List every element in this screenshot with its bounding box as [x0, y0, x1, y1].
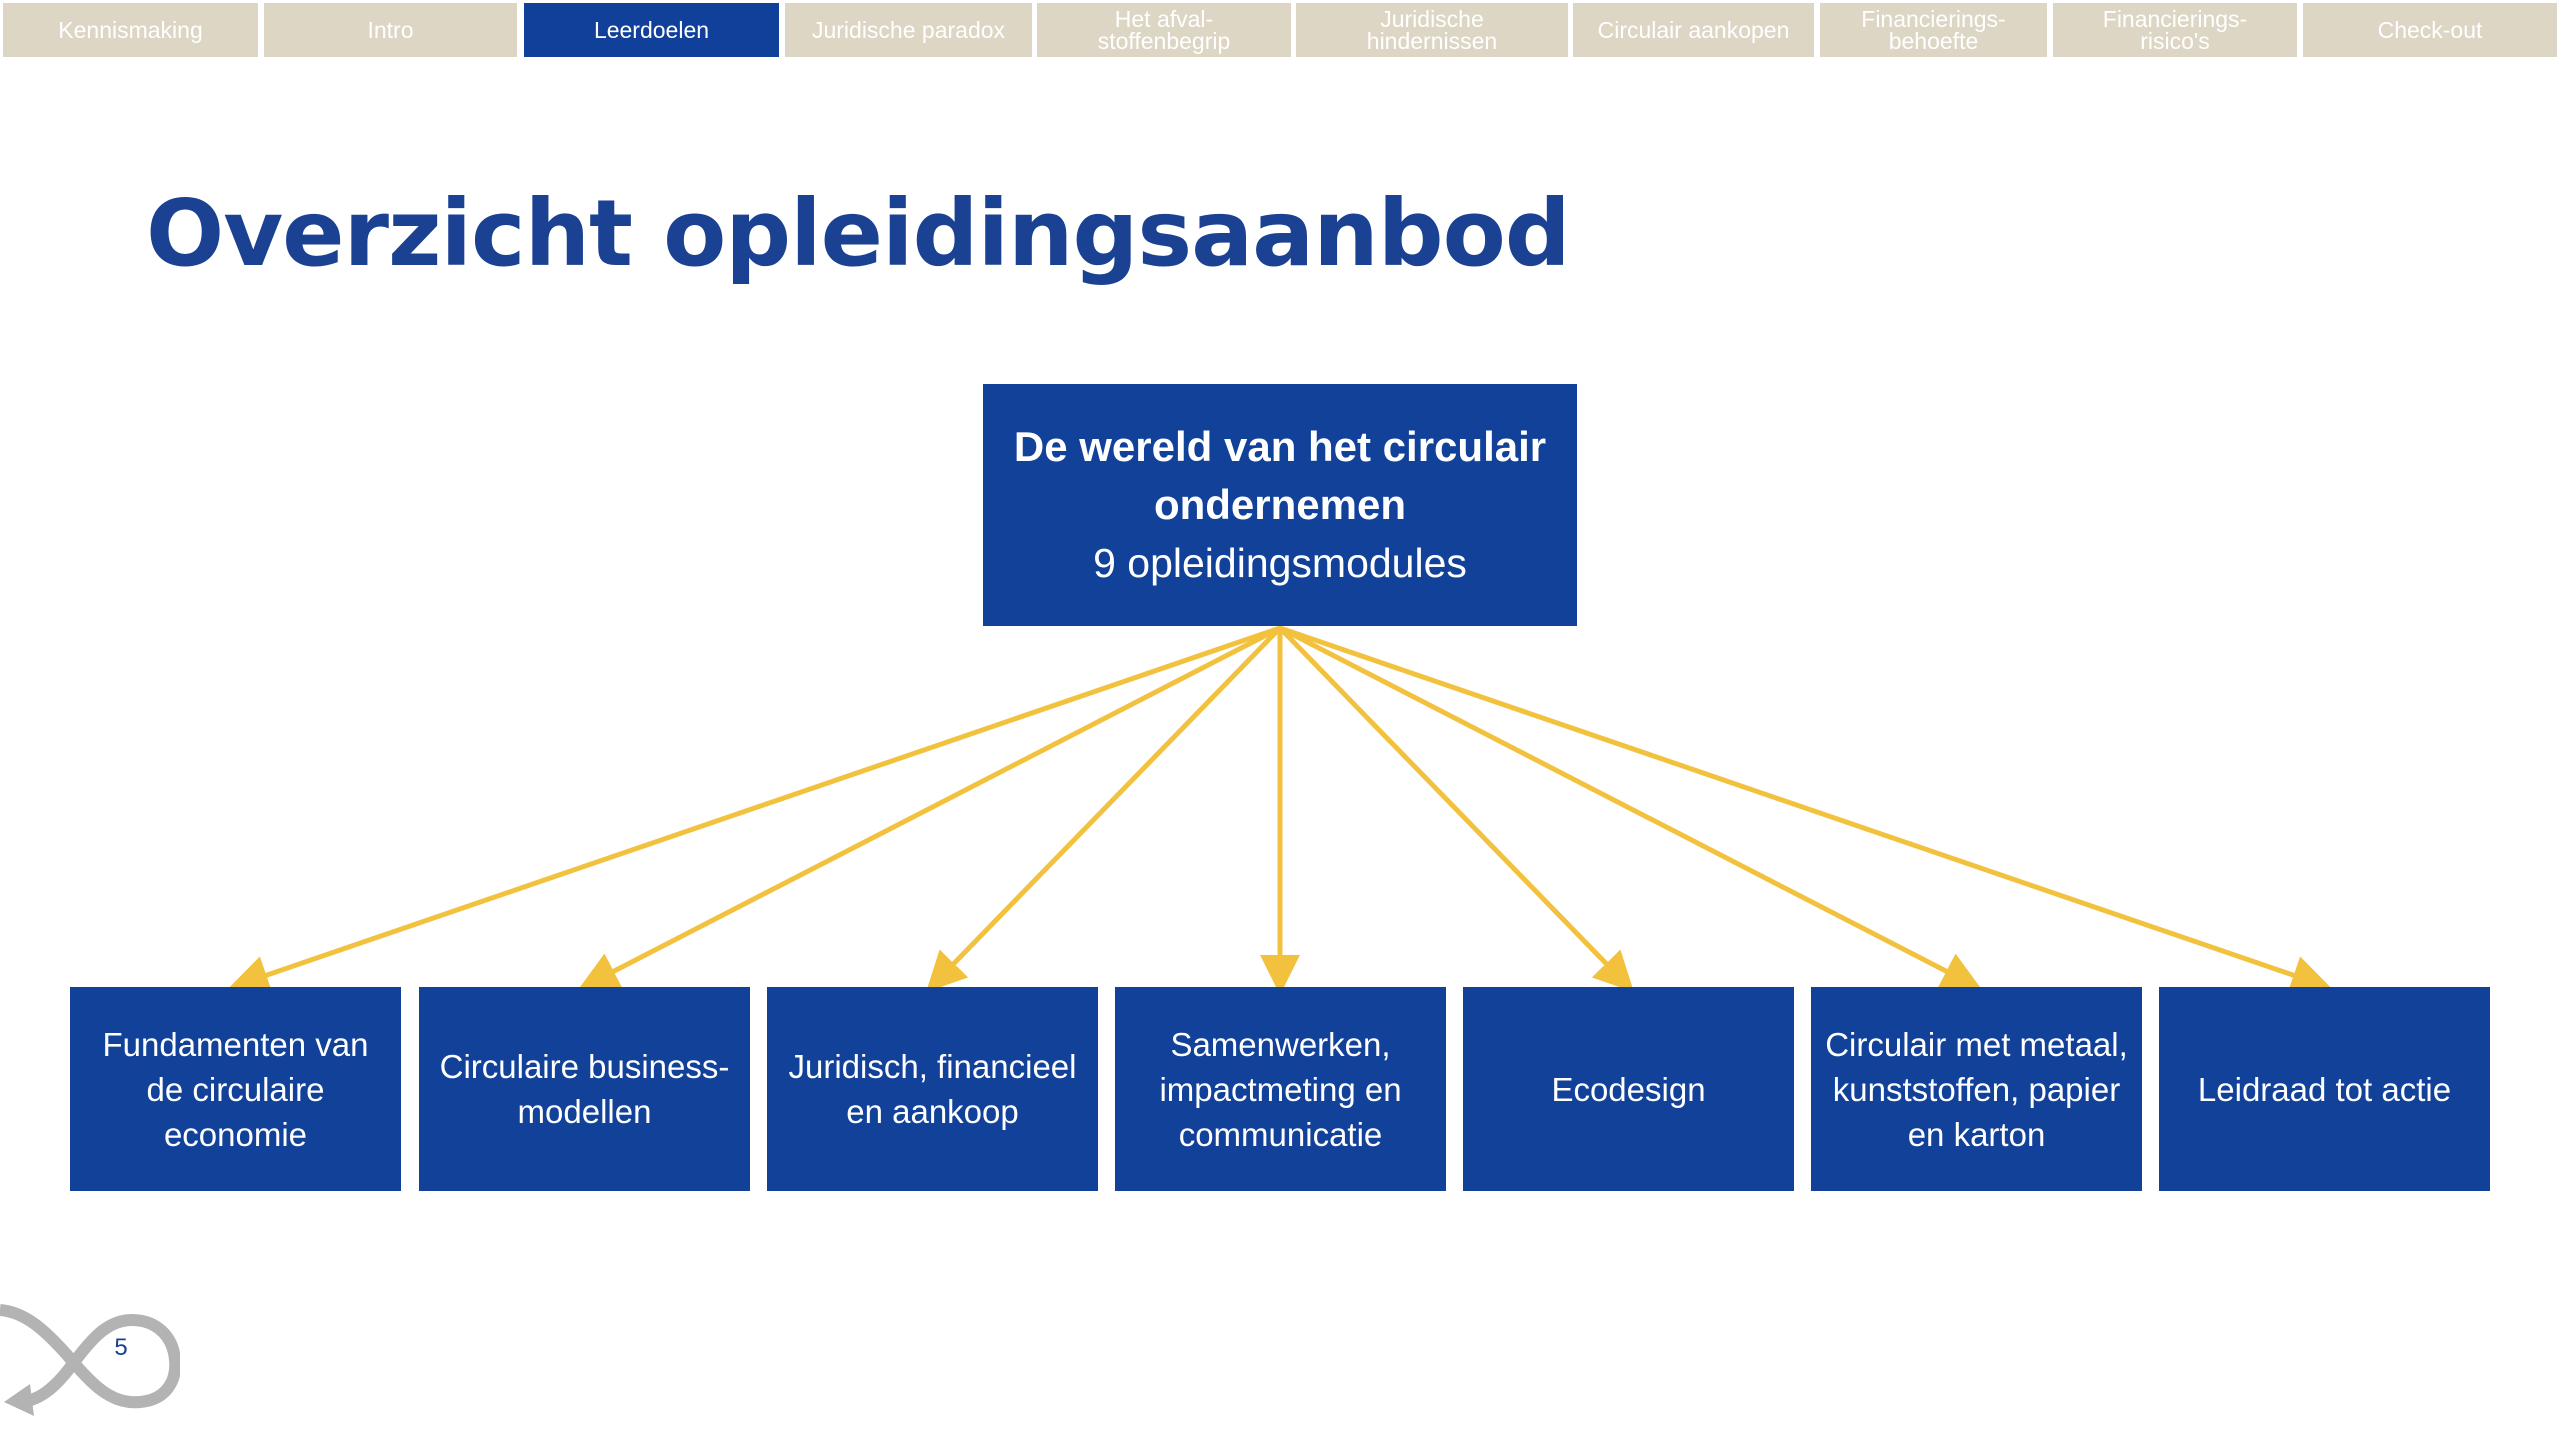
tab-leerdoelen[interactable]: Leerdoelen	[524, 3, 779, 57]
circular-logo-icon	[0, 1290, 180, 1420]
module-ecodesign: Ecodesign	[1463, 987, 1794, 1191]
module-leidraad: Leidraad tot actie	[2159, 987, 2490, 1191]
arrow-to-module-7	[1280, 628, 2322, 985]
tab-financieringsrisicos[interactable]: Financierings- risico's	[2053, 3, 2297, 57]
tab-intro[interactable]: Intro	[264, 3, 517, 57]
tab-check-out[interactable]: Check-out	[2303, 3, 2557, 57]
module-fundamenten: Fundamenten van de circulaire economie	[70, 987, 401, 1191]
module-samenwerken: Samenwerken, impactmeting en communicatie	[1115, 987, 1446, 1191]
module-business-modellen: Circulaire business-modellen	[419, 987, 750, 1191]
arrow-to-module-3	[933, 628, 1280, 985]
root-program-title: De wereld van het circulair ondernemen	[1013, 423, 1547, 528]
root-program-box	[983, 384, 1577, 626]
tab-financieringsbehoefte[interactable]: Financierings- behoefte	[1820, 3, 2047, 57]
arrow-to-module-6	[1280, 628, 1973, 985]
module-juridisch-financieel: Juridisch, financieel en aankoop	[767, 987, 1098, 1191]
tab-kennismaking[interactable]: Kennismaking	[3, 3, 258, 57]
root-program-subtitle: 9 opleidingsmodules	[1093, 540, 1467, 586]
arrow-to-module-1	[238, 628, 1280, 985]
page-number: 5	[114, 1334, 128, 1361]
tab-circulair-aankopen[interactable]: Circulair aankopen	[1573, 3, 1814, 57]
tab-juridische-hindernissen[interactable]: Juridische hindernissen	[1296, 3, 1568, 57]
arrow-to-module-5	[1280, 628, 1627, 985]
module-materialen: Circulair met metaal, kunststoffen, papier en karton	[1811, 987, 2142, 1191]
page-title: Overzicht opleidingsaanbod	[146, 180, 1570, 287]
tab-afvalstoffenbegrip[interactable]: Het afval- stoffenbegrip	[1037, 3, 1291, 57]
arrow-to-module-2	[587, 628, 1280, 985]
tab-juridische-paradox[interactable]: Juridische paradox	[785, 3, 1032, 57]
